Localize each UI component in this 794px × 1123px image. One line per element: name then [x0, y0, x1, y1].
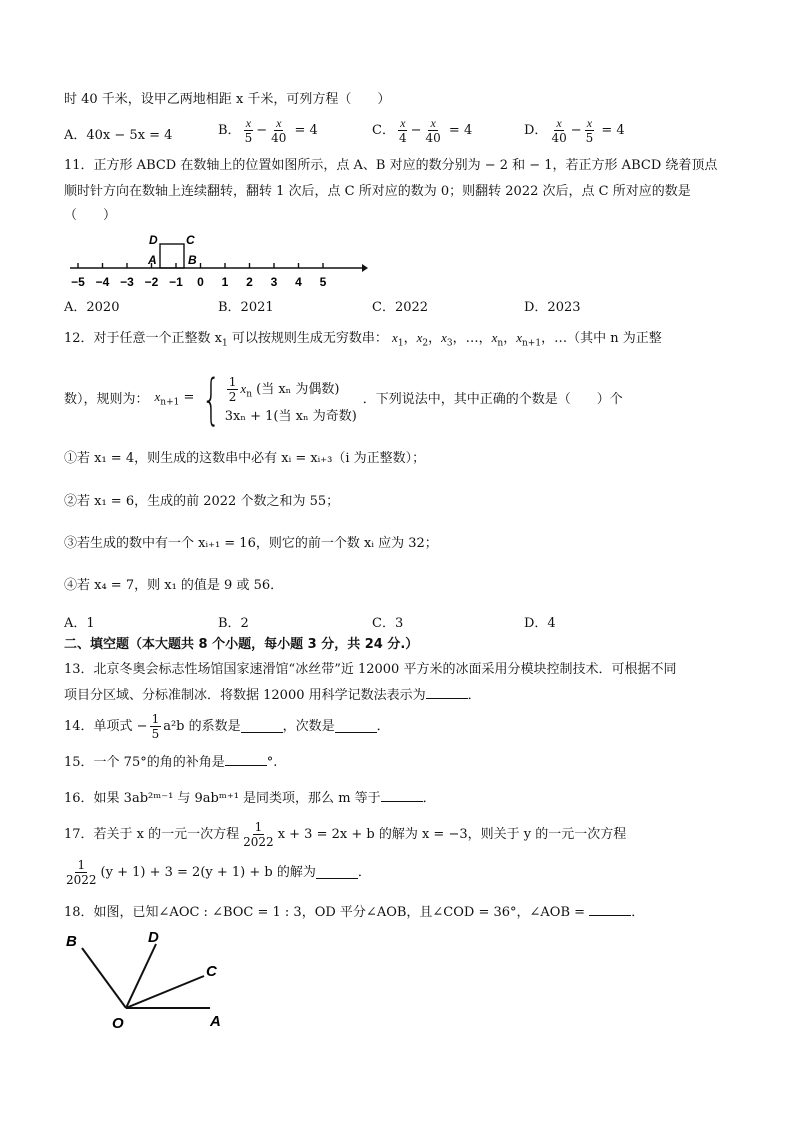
q17-line2: $\frac{1}{2022}$ (y + 1) + 3 = 2(y + 1) + b 的解为 ．: [66, 858, 371, 887]
q18-answer-blank[interactable]: [589, 903, 631, 916]
tick-label: 0: [197, 275, 204, 289]
q14-answer-blank-1[interactable]: [241, 720, 283, 733]
q10-option-a[interactable]: A．40x − 5x = 4: [64, 128, 173, 143]
q12-line2: 数），规则为： $x_{n+1}$ = { $\frac{1}{2}$ $x_n$ (当 xₙ 为偶数) 3xₙ + 1(当 xₙ 为奇数) ．下列说法中，其中正确的个数是（ ）个: [64, 368, 623, 431]
tick-label: −4: [95, 275, 110, 289]
label-b: B: [66, 933, 77, 950]
label-a: A: [148, 253, 157, 267]
q11-option-a[interactable]: A．2020: [64, 300, 120, 315]
label-o: O: [112, 1015, 124, 1032]
q10-option-c[interactable]: C． $\frac{x}{4}$ − $\frac{x}{40}$ = 4: [372, 116, 473, 145]
q12-statement-4: ④若 x₄ = 7，则 x₁ 的值是 9 或 56．: [64, 578, 284, 593]
tick-label: 5: [319, 275, 327, 289]
tick-label: −2: [144, 275, 159, 289]
q13-answer-blank[interactable]: [426, 686, 468, 699]
q15-line: 15．一个 75°的角的补角是 °.: [64, 755, 278, 770]
q16-line: 16．如果 3ab²ᵐ⁻¹ 与 9abᵐ⁺¹ 是同类项，那么 m 等于 ．: [64, 791, 436, 806]
q12-line1: 12．对于任意一个正整数 $x_1$ 可以按规则生成无穷数串： $x_1$，$x_2$，$x_3$，…，$x_n$，$x_{n+1}$，…（其中 n 为正整: [64, 330, 662, 349]
q12-option-d[interactable]: D．4: [524, 616, 556, 631]
label-d: D: [148, 929, 159, 946]
q12-option-b[interactable]: B．2: [218, 616, 249, 631]
tick-label: 4: [295, 275, 302, 289]
q13-line1: 13．北京冬奥会标志性场馆国家速滑馆“冰丝带”近 12000 平方米的冰面采用分模块控制技术．可根据不同: [64, 662, 677, 677]
q16-answer-blank[interactable]: [381, 789, 423, 802]
label-d: D: [149, 233, 158, 247]
q12-option-c[interactable]: C．3: [372, 616, 404, 631]
q11-option-d[interactable]: D．2023: [524, 300, 581, 315]
q11-option-b[interactable]: B．2021: [218, 300, 274, 315]
label-b: B: [188, 253, 197, 267]
label-a: A: [210, 1013, 221, 1030]
section-2-heading: 二、填空题（本大题共 8 个小题，每小题 3 分，共 24 分.）: [64, 637, 419, 652]
label-c: C: [206, 963, 217, 980]
q12-option-a[interactable]: A．1: [64, 616, 95, 631]
q11-line3: （ ）: [64, 208, 117, 223]
tick-label: 1: [221, 275, 229, 289]
q11-line1: 11．正方形 ABCD 在数轴上的位置如图所示，点 A、B 对应的数分别为 − 2 和 − 1，若正方形 ABCD 绕着顶点: [64, 158, 718, 173]
q10-option-d[interactable]: D． $\frac{x}{40}$ − $\frac{x}{5}$ = 4: [524, 116, 625, 145]
piecewise-rule: { $\frac{1}{2}$ $x_n$ (当 xₙ 为偶数) 3xₙ + 1(当 xₙ 为奇数): [202, 368, 357, 431]
ray-ob: [82, 948, 126, 1008]
q10-stem: 时 40 千米，设甲乙两地相距 x 千米，可列方程（ ）: [64, 92, 391, 107]
q12-statement-1: ①若 x₁ = 4，则生成的这数串中必有 xᵢ = xᵢ₊₃（i 为正整数）；: [64, 451, 426, 466]
label-c: C: [186, 233, 195, 247]
square-abcd: [160, 244, 184, 268]
q12-statement-2: ②若 x₁ = 6，生成的前 2022 个数之和为 55；: [64, 494, 340, 509]
q10-option-b[interactable]: B． $\frac{x}{5}$ − $\frac{x}{40}$ = 4: [218, 116, 318, 145]
tick-label: −3: [120, 275, 134, 289]
q18-line: 18．如图，已知∠AOC : ∠BOC = 1 : 3，OD 平分∠AOB，且∠COD = 36°，∠AOB = ．: [64, 905, 645, 920]
q11-line2: 顺时针方向在数轴上连续翻转，翻转 1 次后，点 C 所对应的数为 0；则翻转 2022 次后，点 C 所对应的数是: [64, 184, 691, 199]
angle-figure: [60, 924, 240, 1032]
q14-line: 14．单项式 − $\frac{1}{5}$ a²b 的系数是 ，次数是 ．: [64, 712, 390, 741]
q14-answer-blank-2[interactable]: [335, 720, 377, 733]
tick-label: 3: [270, 275, 278, 289]
tick-label: −1: [169, 275, 183, 289]
q17-line1: 17．若关于 x 的一元一次方程 $\frac{1}{2022}$ x + 3 = 2x + b 的解为 x = −3，则关于 y 的一元一次方程: [64, 820, 627, 849]
q17-answer-blank[interactable]: [316, 866, 358, 879]
q12-statement-3: ③若生成的数中有一个 xᵢ₊₁ = 16，则它的前一个数 xᵢ 应为 32；: [64, 536, 438, 551]
tick-label: 2: [246, 275, 253, 289]
tick-label: −5: [71, 275, 85, 289]
q13-line2: 项目分区域、分标准制冰．将数据 12000 用科学记数法表示为 ．: [64, 688, 481, 703]
q11-option-c[interactable]: C．2022: [372, 300, 429, 315]
q15-answer-blank[interactable]: [225, 753, 267, 766]
number-line-figure: [64, 230, 374, 294]
